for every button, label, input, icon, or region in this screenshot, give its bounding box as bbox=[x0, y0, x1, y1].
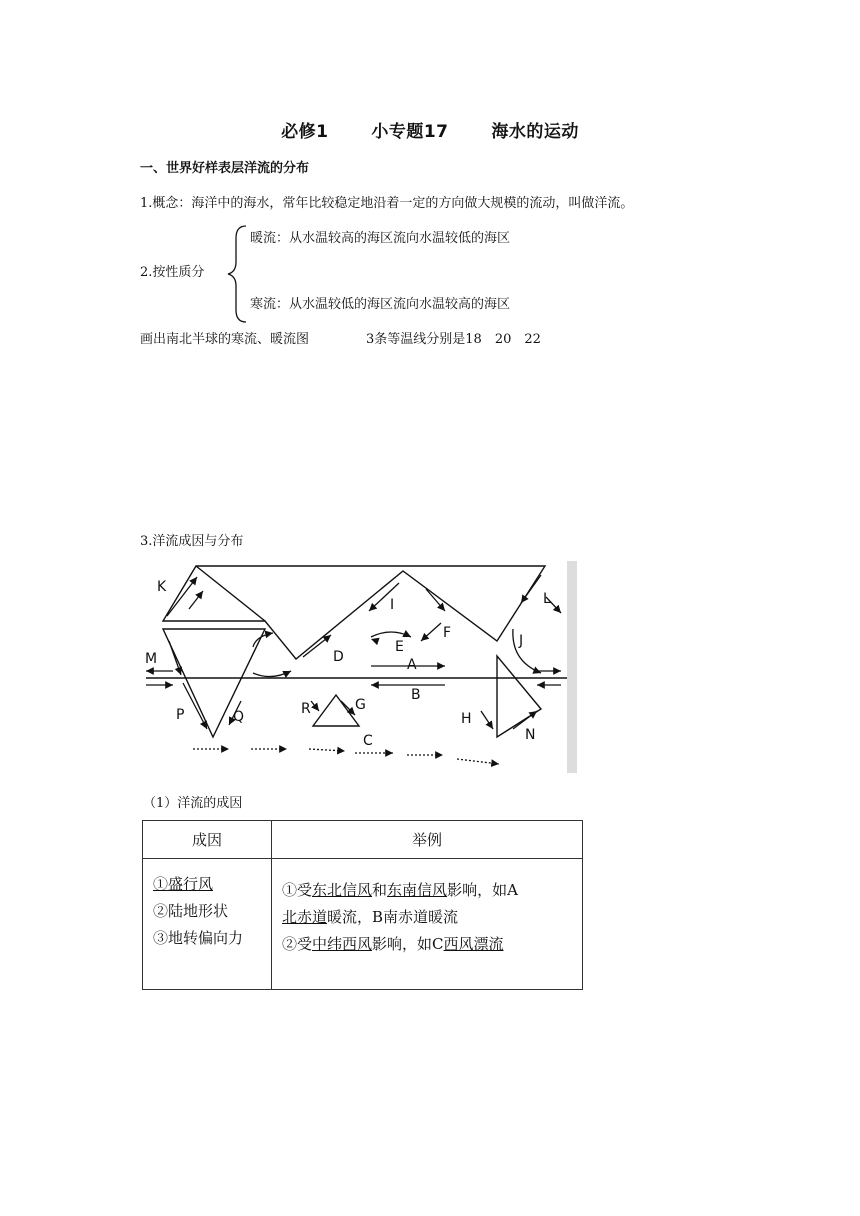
label-p: P bbox=[176, 707, 185, 723]
cold-current-definition: 寒流：从水温较低的海区流向水温较高的海区 bbox=[250, 297, 511, 312]
title-part-2: 小专题17 bbox=[371, 122, 449, 142]
draw-instruction: 画出南北半球的寒流、暖流图 bbox=[140, 332, 310, 347]
label-r: R bbox=[301, 701, 311, 717]
table-header-cause: 成因 bbox=[143, 821, 272, 859]
label-n: N bbox=[525, 727, 536, 743]
example-line: 北赤道暖流，B南赤道暖流 bbox=[282, 908, 459, 926]
page-title bbox=[0, 117, 860, 142]
causes-table bbox=[142, 820, 583, 990]
title-part-3: 海水的运动 bbox=[491, 122, 579, 142]
label-l: L bbox=[543, 591, 551, 607]
section-heading: 一、世界好样表层洋流的分布 bbox=[140, 161, 310, 176]
subheading-causes: （1）洋流的成因 bbox=[143, 796, 243, 811]
brace-icon bbox=[226, 224, 248, 324]
table-header-example: 举例 bbox=[272, 821, 583, 859]
label-b: B bbox=[411, 687, 421, 703]
label-j: J bbox=[519, 633, 524, 649]
label-d: D bbox=[333, 649, 344, 665]
label-g: G bbox=[355, 697, 366, 713]
example-line: ①受东北信风和东南信风影响，如A bbox=[282, 881, 518, 899]
label-c: C bbox=[363, 733, 373, 749]
warm-current-definition: 暖流：从水温较高的海区流向水温较低的海区 bbox=[250, 231, 511, 246]
classification-label: 2.按性质分 bbox=[140, 265, 205, 280]
label-i: I bbox=[390, 597, 395, 613]
concept-text: 1.概念：海洋中的海水，常年比较稳定地沿着一定的方向做大规模的流动，叫做洋流。 bbox=[140, 196, 634, 211]
cause-heading: 3.洋流成因与分布 bbox=[140, 534, 244, 549]
cause-item: ②陆地形状 bbox=[153, 902, 229, 920]
cause-item: ③地转偏向力 bbox=[153, 929, 244, 947]
isotherms-text: 3条等温线分别是18 20 22 bbox=[366, 332, 541, 347]
label-e: E bbox=[395, 639, 404, 655]
causes-cell bbox=[143, 859, 272, 990]
cause-item: ①盛行风 bbox=[153, 875, 214, 893]
label-h: H bbox=[461, 711, 472, 727]
ocean-current-diagram bbox=[141, 561, 577, 773]
examples-cell bbox=[272, 859, 583, 990]
label-f: F bbox=[443, 625, 452, 641]
title-part-1: 必修1 bbox=[281, 122, 329, 142]
example-line: ②受中纬西风影响，如C西风漂流 bbox=[282, 935, 504, 953]
label-q: Q bbox=[233, 709, 245, 725]
label-m: M bbox=[145, 651, 158, 667]
label-a: A bbox=[407, 657, 417, 673]
label-k: K bbox=[157, 579, 167, 595]
